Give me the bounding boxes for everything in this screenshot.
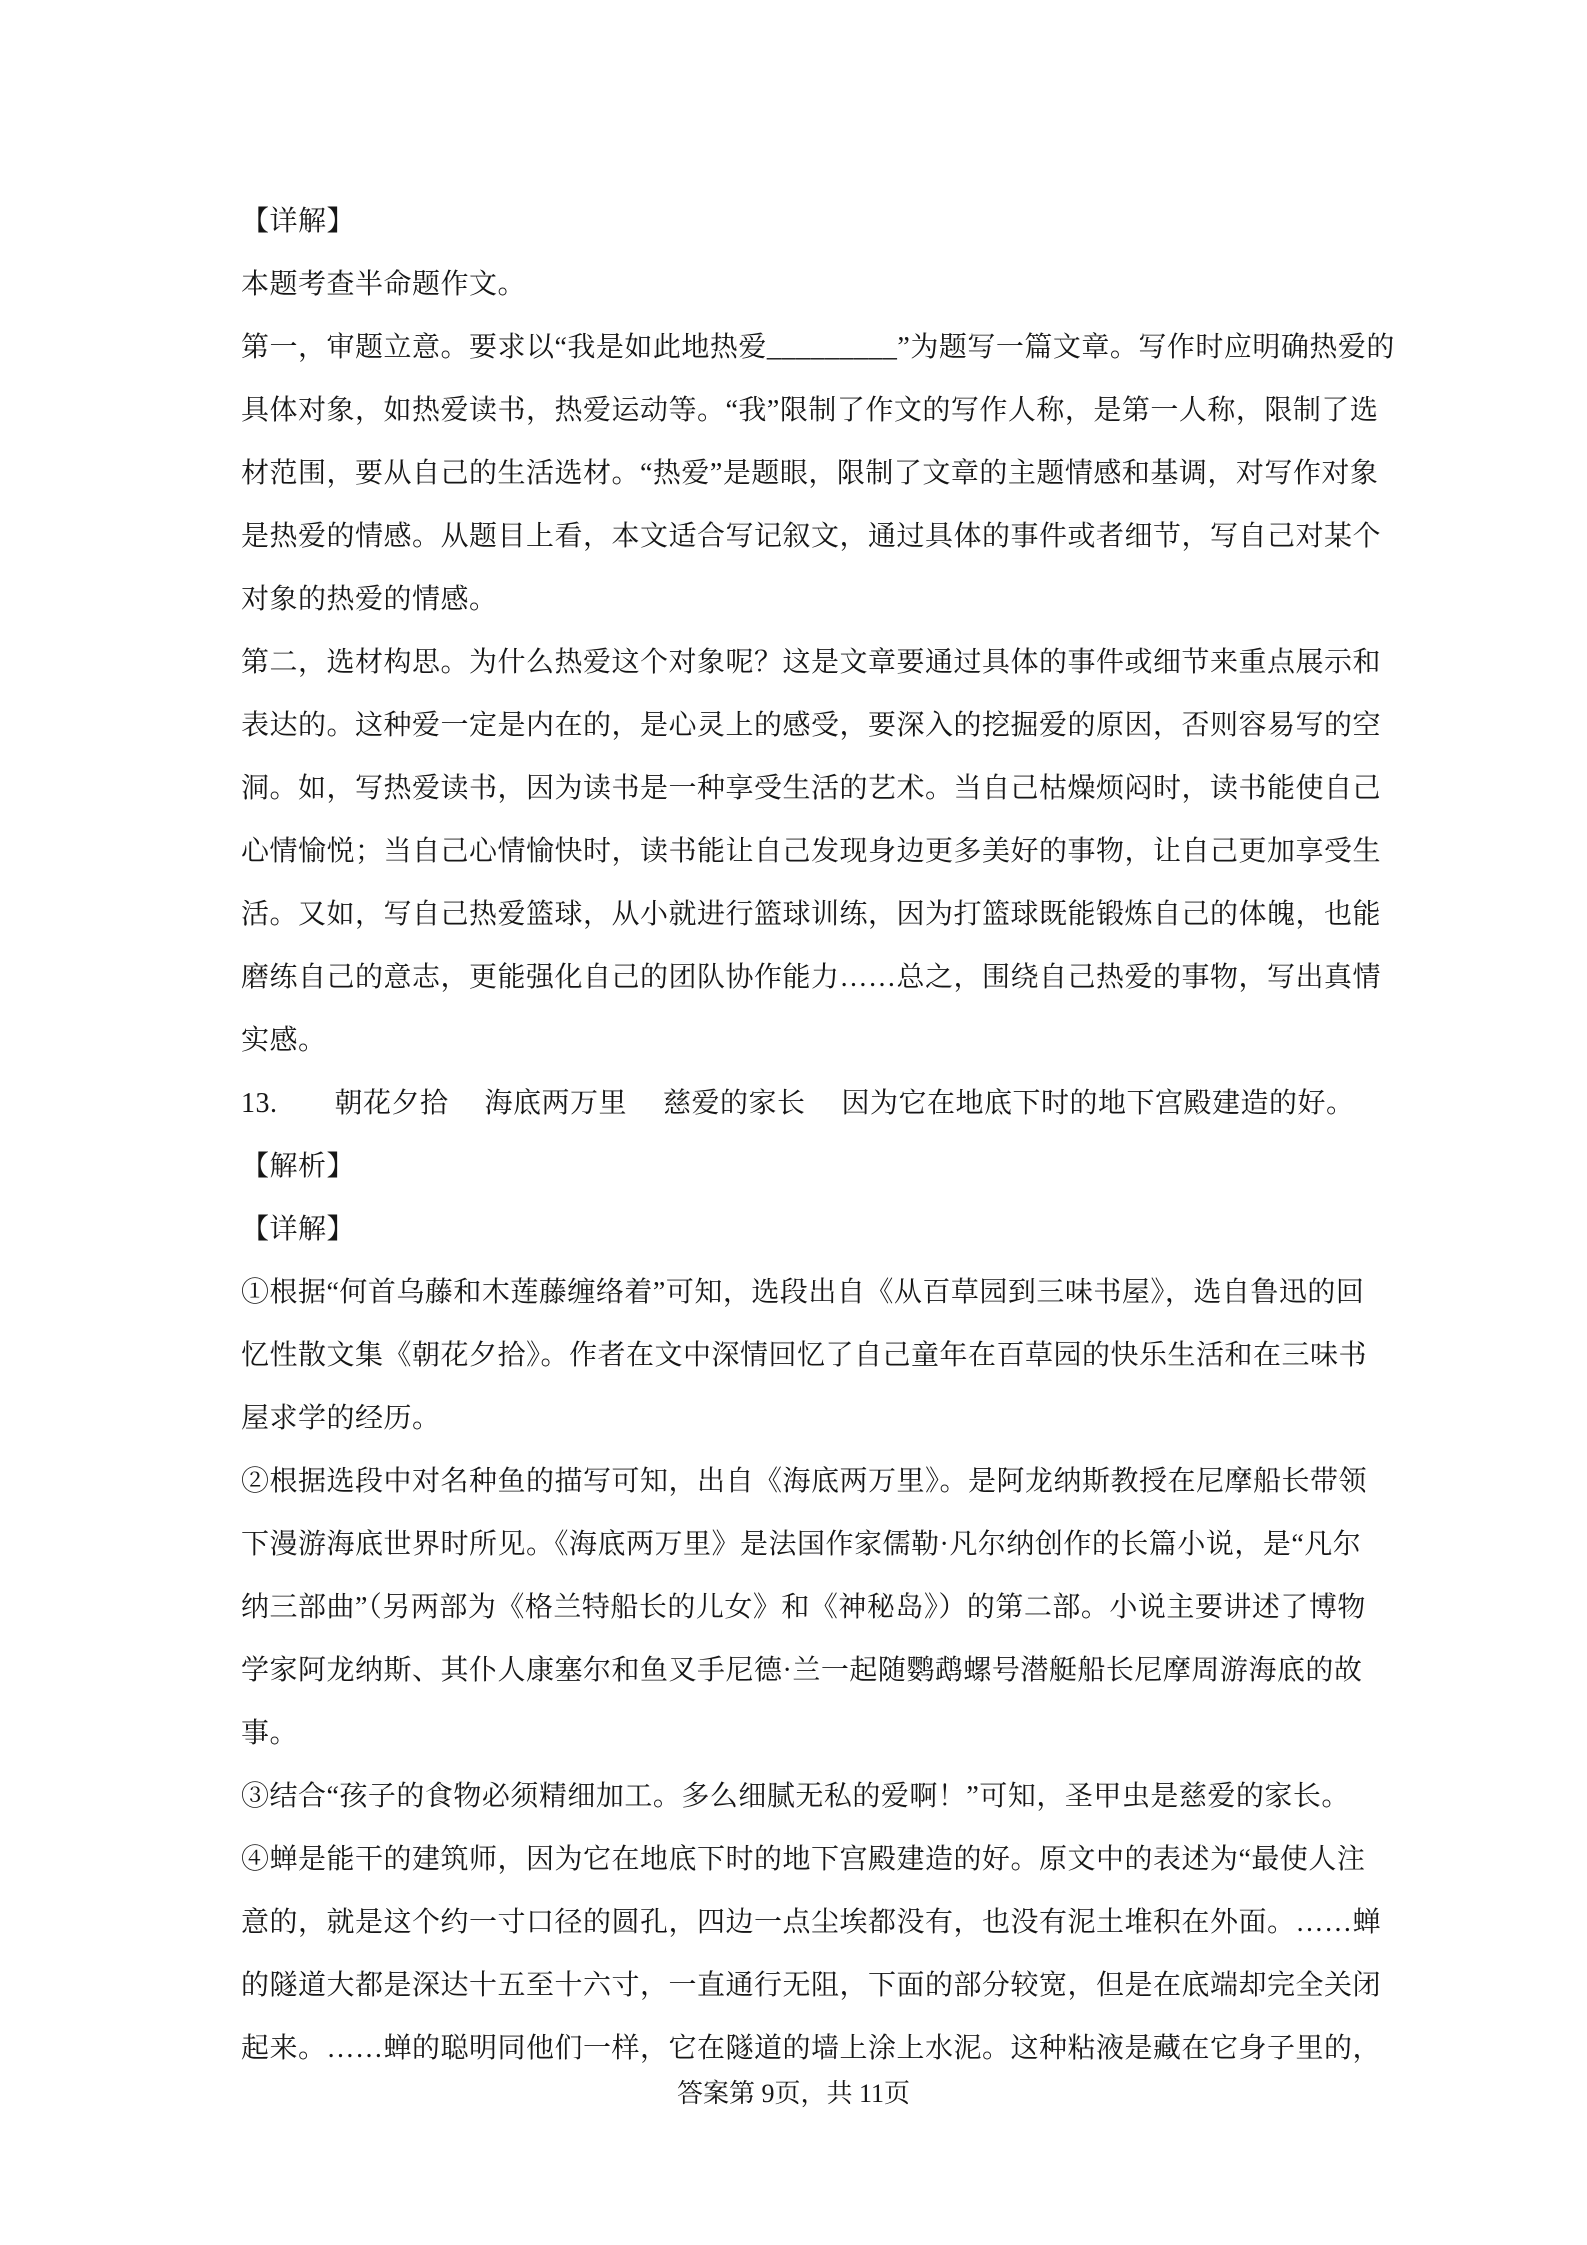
- text-line: 洞。如，写热爱读书，因为读书是一种享受生活的艺术。当自己枯燥烦闷时，读书能使自己: [241, 773, 1382, 804]
- text-line: ③结合“孩子的食物必须精细加工。多么细腻无私的爱啊！”可知，圣甲虫是慈爱的家长。: [241, 1781, 1350, 1812]
- text-line: ②根据选段中对名种鱼的描写可知，出自《海底两万里》。是阿龙纳斯教授在尼摩船长带领: [241, 1466, 1368, 1497]
- text-line: 本题考查半命题作文。: [241, 269, 527, 300]
- text-line: 【详解】: [241, 1214, 356, 1245]
- text-line: 下漫游海底世界时所见。《海底两万里》是法国作家儒勒·凡尔纳创作的长篇小说，是“凡尔: [241, 1529, 1362, 1560]
- text-line: 的隧道大都是深达十五至十六寸，一直通行无阻，下面的部分较宽，但是在底端却完全关闭: [241, 1970, 1382, 2001]
- text-line: 学家阿龙纳斯、其仆人康塞尔和鱼叉手尼德·兰一起随鹦鹉螺号潜艇船长尼摩周游海底的故: [241, 1655, 1363, 1686]
- text-line: 是热爱的情感。从题目上看，本文适合写记叙文，通过具体的事件或者细节，写自己对某个: [241, 521, 1382, 552]
- text-line: 【解析】: [241, 1151, 356, 1182]
- text-line: 屋求学的经历。: [241, 1403, 441, 1434]
- text-line: 对象的热爱的情感。: [241, 584, 498, 615]
- text-line: 13. 朝花夕拾 海底两万里 慈爱的家长 因为它在地底下时的地下宫殿建造的好。: [241, 1088, 1355, 1119]
- text-line: 起来。……蝉的聪明同他们一样，它在隧道的墙上涂上水泥。这种粘液是藏在它身子里的，: [241, 2033, 1382, 2064]
- text-line: 表达的。这种爱一定是内在的，是心灵上的感受，要深入的挖掘爱的原因，否则容易写的空: [241, 710, 1382, 741]
- text-line: 活。又如，写自己热爱篮球，从小就进行篮球训练，因为打篮球既能锻炼自己的体魄，也能: [241, 899, 1382, 930]
- text-line: 【详解】: [241, 206, 356, 237]
- text-line: ④蝉是能干的建筑师，因为它在地底下时的地下宫殿建造的好。原文中的表述为“最使人注: [241, 1844, 1366, 1875]
- document-lines: [241, 190, 1401, 2080]
- page-footer: 答案第 9页，共 11页: [676, 2079, 911, 2108]
- text-line: 心情愉悦；当自己心情愉快时，读书能让自己发现身边更多美好的事物，让自己更加享受生: [241, 836, 1382, 867]
- text-line: 事。: [241, 1718, 299, 1749]
- text-line: 实感。: [241, 1025, 327, 1056]
- text-line: 忆性散文集《朝花夕拾》。作者在文中深情回忆了自己童年在百草园的快乐生活和在三味书: [241, 1340, 1368, 1371]
- text-line: 材范围，要从自己的生活选材。“热爱”是题眼，限制了文章的主题情感和基调，对写作对象: [241, 458, 1379, 489]
- text-line: 意的，就是这个约一寸口径的圆孔，四边一点尘埃都没有，也没有泥土堆积在外面。……蝉: [241, 1907, 1382, 1938]
- text-line: 具体对象，如热爱读书，热爱运动等。“我”限制了作文的写作人称，是第一人称，限制了选: [241, 395, 1379, 426]
- text-line: 磨练自己的意志，更能强化自己的团队协作能力……总之，围绕自己热爱的事物，写出真情: [241, 962, 1382, 993]
- text-line: ①根据“何首乌藤和木莲藤缠络着”可知，选段出自《从百草园到三味书屋》，选自鲁迅的回: [241, 1277, 1365, 1308]
- text-line: 第二，选材构思。为什么热爱这个对象呢？这是文章要通过具体的事件或细节来重点展示和: [241, 647, 1382, 678]
- text-line: 纳三部曲”（另两部为《格兰特船长的儿女》和《神秘岛》）的第二部。小说主要讲述了博物: [241, 1592, 1366, 1623]
- text-line: 第一，审题立意。要求以“我是如此地热爱_________”为题写一篇文章。写作时应明确热爱的: [241, 332, 1395, 363]
